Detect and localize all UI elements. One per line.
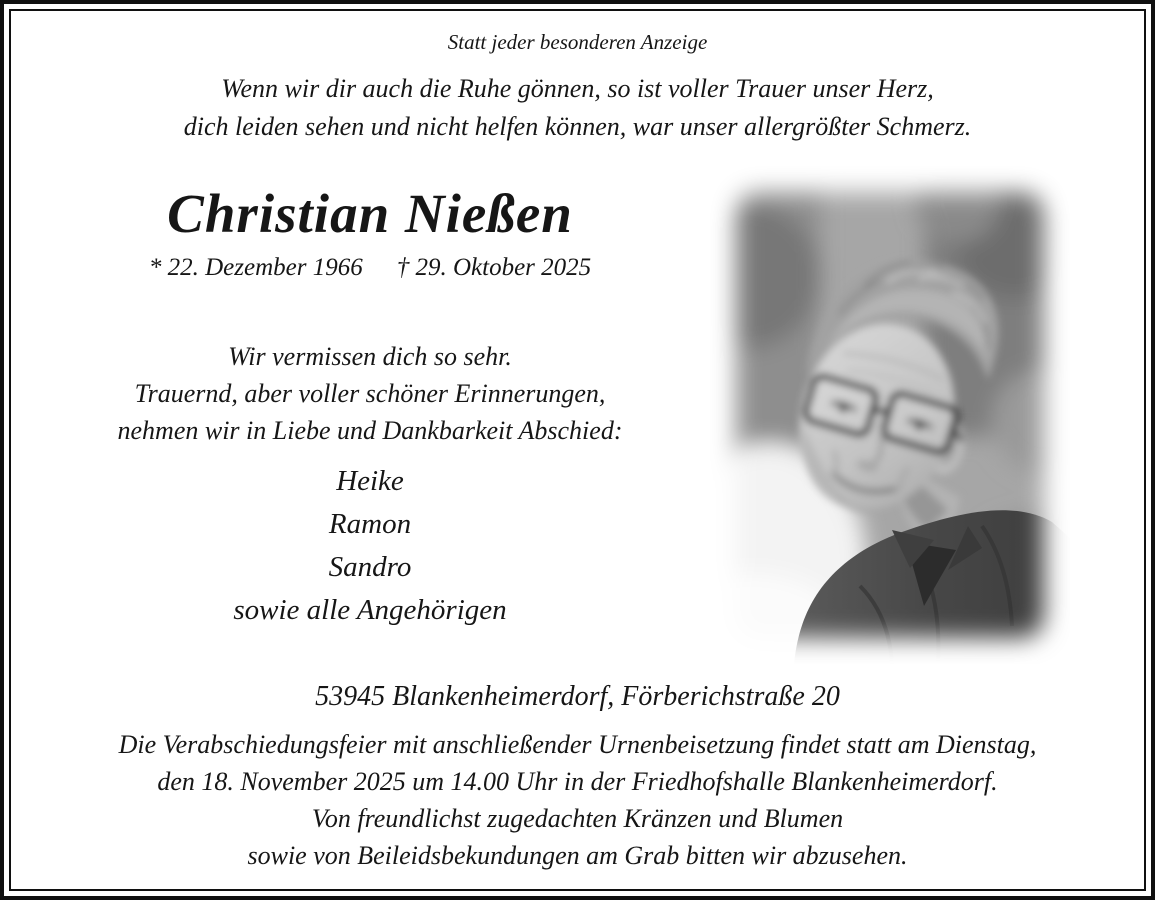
- tagline: Statt jeder besonderen Anzeige: [447, 30, 708, 54]
- verse-line-1: Wenn wir dir auch die Ruhe gönnen, so ist voller Trauer unser Herz,: [221, 74, 934, 103]
- farewell-line-2: Trauernd, aber voller schöner Erinnerungen,: [134, 379, 606, 408]
- birth-date: * 22. Dezember 1966: [148, 254, 363, 281]
- farewell-text: [0, 338, 740, 449]
- portrait-photo-graphic: [710, 166, 1070, 664]
- mourner-name-3: Sandro: [328, 551, 412, 583]
- mourners-extra: sowie alle Angehörigen: [233, 594, 507, 626]
- ceremony-line-2: den 18. November 2025 um 14.00 Uhr in der Friedhofshalle Blankenheimerdorf.: [157, 767, 998, 796]
- mourner-name-2: Ramon: [328, 508, 412, 540]
- ceremony-line-1: Die Verabschiedungsfeier mit anschließender Urnenbeisetzung findet statt am Dienstag,: [118, 730, 1037, 759]
- mourners-list: [0, 460, 740, 632]
- address-line: 53945 Blankenheimerdorf, Förberichstraße 20: [315, 681, 840, 712]
- mourner-name-1: Heike: [336, 465, 404, 497]
- death-date: † 29. Oktober 2025: [396, 254, 592, 281]
- life-dates: [0, 254, 740, 282]
- farewell-line-1: Wir vermissen dich so sehr.: [228, 342, 512, 371]
- farewell-line-3: nehmen wir in Liebe und Dankbarkeit Abschied:: [117, 416, 623, 445]
- verse: [13, 70, 1142, 146]
- ceremony-line-3: Von freundlichst zugedachten Kränzen und Blumen: [311, 804, 844, 833]
- portrait-photo: [710, 166, 1070, 664]
- verse-line-2: dich leiden sehen und nicht helfen können, war unser allergrößter Schmerz.: [183, 112, 972, 141]
- ceremony-line-4: sowie von Beileidsbekundungen am Grab bitten wir abzusehen.: [247, 841, 908, 870]
- ceremony-details: [13, 726, 1142, 874]
- deceased-name: Christian Nießen: [167, 183, 573, 244]
